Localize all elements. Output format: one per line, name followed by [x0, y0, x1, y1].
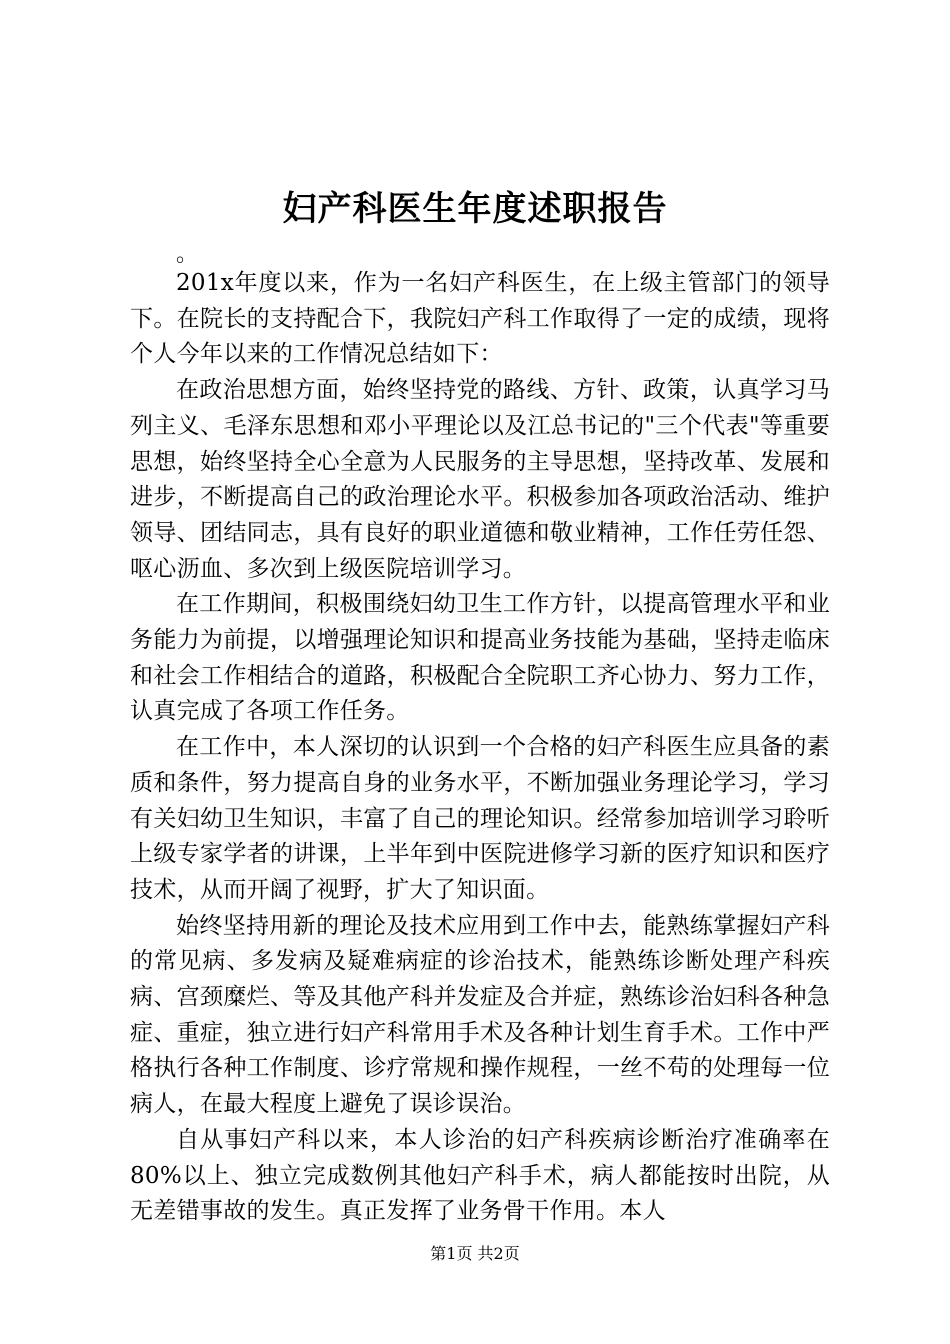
paragraph-study: 在工作中，本人深切的认识到一个合格的妇产科医生应具备的素质和条件，努力提高自身的业务水平，不断加强业务理论学习，学习有关妇幼卫生知识，丰富了自己的理论知识。经常参加培训学习聆听上级专家学者的讲课，上半年到中医院进修学习新的医疗知识和医疗技术，从而开阔了视野，扩大了知识面。	[130, 734, 830, 903]
document-title: 妇产科医生年度述职报告	[282, 189, 668, 229]
paragraph-results: 自从事妇产科以来，本人诊治的妇产科疾病诊断治疗准确率在80%以上、独立完成数例其他妇产科手术，病人都能按时出院，从无差错事故的发生。真正发挥了业务骨干作用。本人	[130, 1126, 830, 1225]
punctuation-mark: 。	[176, 242, 199, 267]
paragraph-political: 在政治思想方面，始终坚持党的路线、方针、政策，认真学习马列主义、毛泽东思想和邓小平理论以及江总书记的"三个代表"等重要思想，始终坚持全心全意为人民服务的主导思想，坚持改革、发展和进步，不断提高自己的政治理论水平。积极参加各项政治活动、维护领导、团结同志，具有良好的职业道德和敬业精神，工作任劳任怨、呕心沥血、多次到上级医院培训学习。	[130, 377, 830, 582]
page-footer: 第1页 共2页	[430, 1244, 520, 1263]
paragraph-work-period: 在工作期间，积极围绕妇幼卫生工作方针，以提高管理水平和业务能力为前提，以增强理论知识和提高业务技能为基础，坚持走临床和社会工作相结合的道路，积极配合全院职工齐心协力、努力工作，认真完成了各项工作任务。	[130, 591, 830, 725]
paragraph-intro: 201x年度以来，作为一名妇产科医生，在上级主管部门的领导下。在院长的支持配合下，我院妇产科工作取得了一定的成绩，现将个人今年以来的工作情况总结如下：	[130, 270, 830, 368]
document-body	[130, 266, 830, 1230]
paragraph-clinical: 始终坚持用新的理论及技术应用到工作中去，能熟练掌握妇产科的常见病、多发病及疑难病症的诊治技术，能熟练诊断处理产科疾病、宫颈糜烂、等及其他产科并发症及合并症，熟练诊治妇科各种急症、重症，独立进行妇产科常用手术及各种计划生育手术。工作中严格执行各种工作制度、诊疗常规和操作规程，一丝不苟的处理每一位病人，在最大程度上避免了误诊误治。	[130, 912, 830, 1118]
